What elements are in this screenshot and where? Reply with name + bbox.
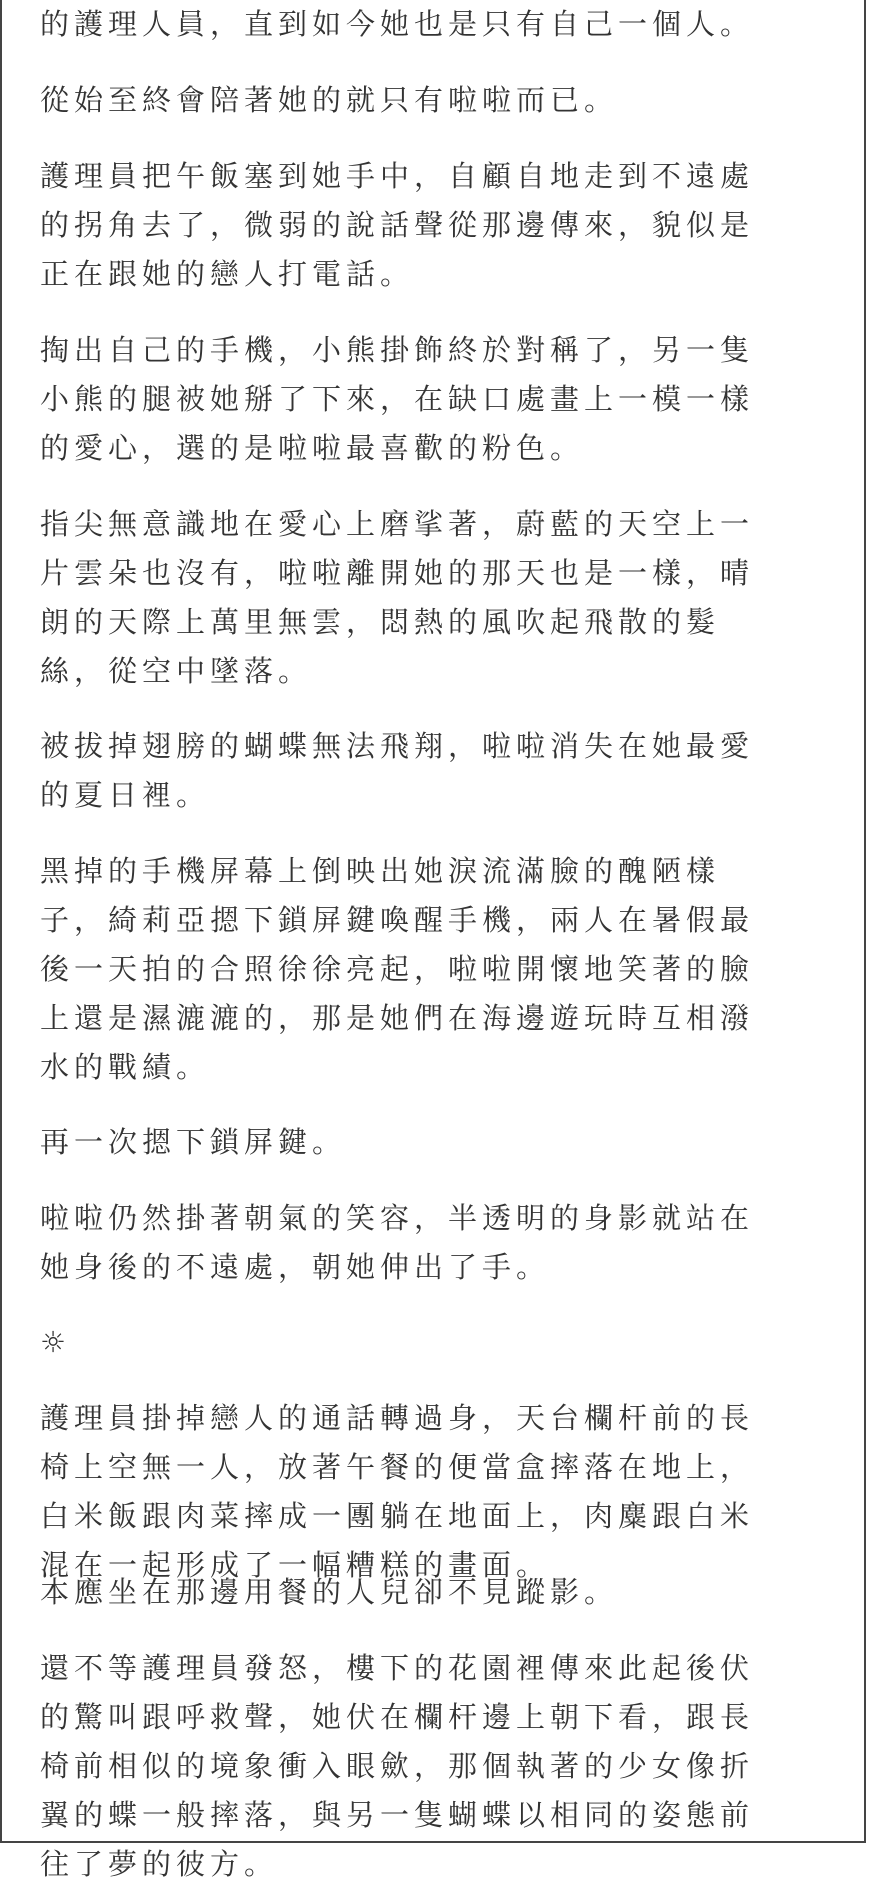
scene-break-sun-icon: ☼ <box>40 1325 71 1359</box>
paragraph-5: 指尖無意識地在愛心上磨挲著，蔚藍的天空上一 片雲朵也沒有，啦啦離開她的那天也是一樣，晴 朗的天際上萬里無雲，悶熱的風吹起飛散的髮 絲，從空中墜落。 <box>40 507 755 688</box>
paragraph-6: 被拔掉翅膀的蝴蝶無法飛翔，啦啦消失在她最愛 的夏日裡。 <box>40 729 755 812</box>
paragraph-11: 本應坐在那邊用餐的人兒卻不見蹤影。 <box>40 1575 619 1609</box>
paragraph-12: 還不等護理員發怒，樓下的花園裡傳來此起後伏 的驚叫跟呼救聲，她伏在欄杆邊上朝下看，跟長 椅前相似的境象衝入眼歛，那個執著的少女像折 翼的蝶一般摔落，與另一隻蝴蝶以相同的姿態前 往了夢的彼方。 <box>40 1651 755 1881</box>
paragraph-8: 再一次摁下鎖屏鍵。 <box>40 1125 347 1159</box>
paragraph-3: 護理員把午飯塞到她手中，自顧自地走到不遠處 的拐角去了，微弱的說話聲從那邊傳來，貌似是 正在跟她的戀人打電話。 <box>40 159 755 291</box>
paragraph-10: 護理員掛掉戀人的通話轉過身，天台欄杆前的長 椅上空無一人，放著午餐的便當盒摔落在地上， 白米飯跟肉菜摔成一團躺在地面上，肉麋跟白米 混在一起形成了一幅糟糕的畫面。 <box>40 1401 755 1582</box>
paragraph-4: 掏出自己的手機，小熊掛飾終於對稱了，另一隻 小熊的腿被她掰了下來，在缺口處畫上一模一樣 的愛心，選的是啦啦最喜歡的粉色。 <box>40 333 755 465</box>
paragraph-7: 黑掉的手機屏幕上倒映出她淚流滿臉的醜陋樣 子，綺莉亞摁下鎖屏鍵喚醒手機，兩人在暑假最 後一天拍的合照徐徐亮起，啦啦開懷地笑著的臉 上還是濕漉漉的，那是她們在海邊遊玩時互相潑 水的戰績。 <box>40 854 755 1084</box>
paragraph-9: 啦啦仍然掛著朝氣的笑容，半透明的身影就站在 她身後的不遠處，朝她伸出了手。 <box>40 1201 755 1284</box>
paragraph-1: 的護理人員，直到如今她也是只有自己一個人。 <box>40 7 755 41</box>
paragraph-2: 從始至終會陪著她的就只有啦啦而已。 <box>40 83 619 117</box>
